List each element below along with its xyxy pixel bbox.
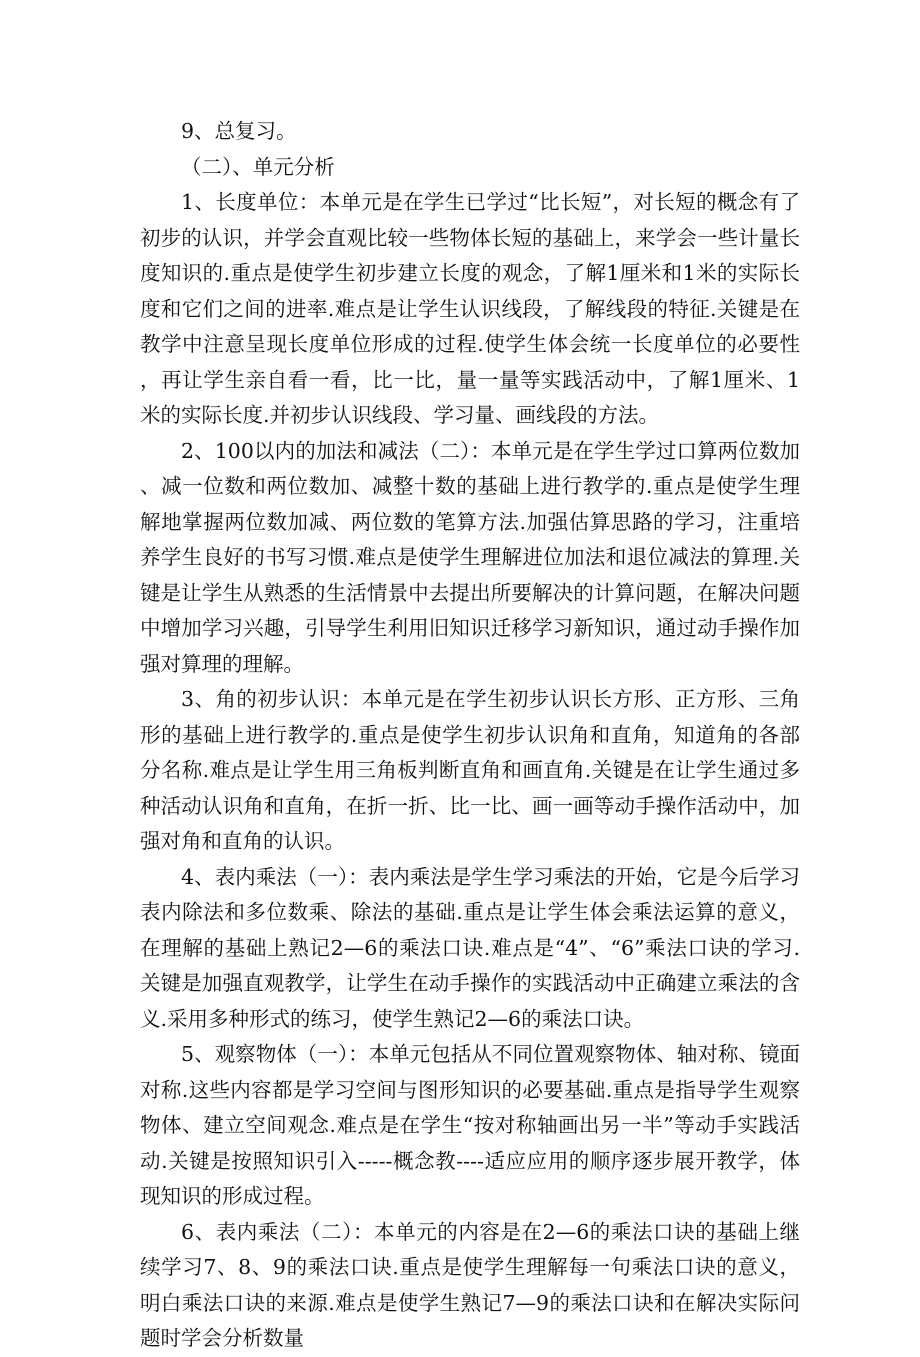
paragraph-multiplication-2: 6、表内乘法（二）：本单元的内容是在2—6的乘法口诀的基础上继续学习7、8、9的乘法口诀.重点是使学生理解每一句乘法口诀的意义，明白乘法口诀的来源.难点是使学生熟记7—9的乘法口诀和在解决实际问题时学会分析数量 [140,1219,800,1350]
paragraph-addition-subtraction: 2、100以内的加法和减法（二）：本单元是在学生学过口算两位数加、减一位数和两位数加、减整十数的基础上进行教学的.重点是使学生理解地掌握两位数加减、两位数的笔算方法.加强估算思路的学习，注重培养学生良好的书写习惯.难点是使学生理解进位加法和退位减法的算理.关键是让学生从熟悉的生活情景中去提出所要解决的计算问题，在解决问题中增加学习兴趣，引导学生利用旧知识迁移学习新知识，通过动手操作加强对算理的理解。 [140,438,800,676]
section-heading-unit-analysis: （二）、单元分析 [181,154,335,179]
paragraph-multiplication-1: 4、表内乘法（一）：表内乘法是学生学习乘法的开始，它是今后学习表内除法和多位数乘、除法的基础.重点是让学生体会乘法运算的意义，在理解的基础上熟记2—6的乘法口诀.难点是“4”、“6”乘法口诀的学习.关键是加强直观教学，让学生在动手操作的实践活动中正确建立乘法的含义.采用多种形式的练习，使学生熟记2—6的乘法口诀。 [140,864,800,1031]
item-total-review: 9、总复习。 [181,119,297,143]
document-body [140,114,800,1357]
paragraph-observing-objects: 5、观察物体（一）：本单元包括从不同位置观察物体、轴对称、镜面对称.这些内容都是学习空间与图形知识的必要基础.重点是指导学生观察物体、建立空间观念.难点是在学生“按对称轴画出另一半”等动手实践活动.关键是按照知识引入-----概念教----适应应用的顺序逐步展开教学，体现知识的形成过程。 [140,1042,800,1208]
paragraph-angles: 3、角的初步认识：本单元是在学生初步认识长方形、正方形、三角形的基础上进行教学的.重点是使学生初步认识角和直角，知道角的各部分名称.难点是让学生用三角板判断直角和画直角.关键是在让学生通过多种活动认识角和直角，在折一折、比一比、画一画等动手操作活动中，加强对角和直角的认识。 [140,687,800,853]
paragraph-length-units: 1、长度单位：本单元是在学生已学过“比长短”，对长短的概念有了初步的认识，并学会直观比较一些物体长短的基础上，来学会一些计量长度知识的.重点是使学生初步建立长度的观念，了解1厘米和1米的实际长度和它们之间的进率.难点是让学生认识线段，了解线段的特征.关键是在教学中注意呈现长度单位形成的过程.使学生体会统一长度单位的必要性，再让学生亲自看一看，比一比，量一量等实践活动中，了解1厘米、1米的实际长度.并初步认识线段、学习量、画线段的方法。 [140,190,800,427]
